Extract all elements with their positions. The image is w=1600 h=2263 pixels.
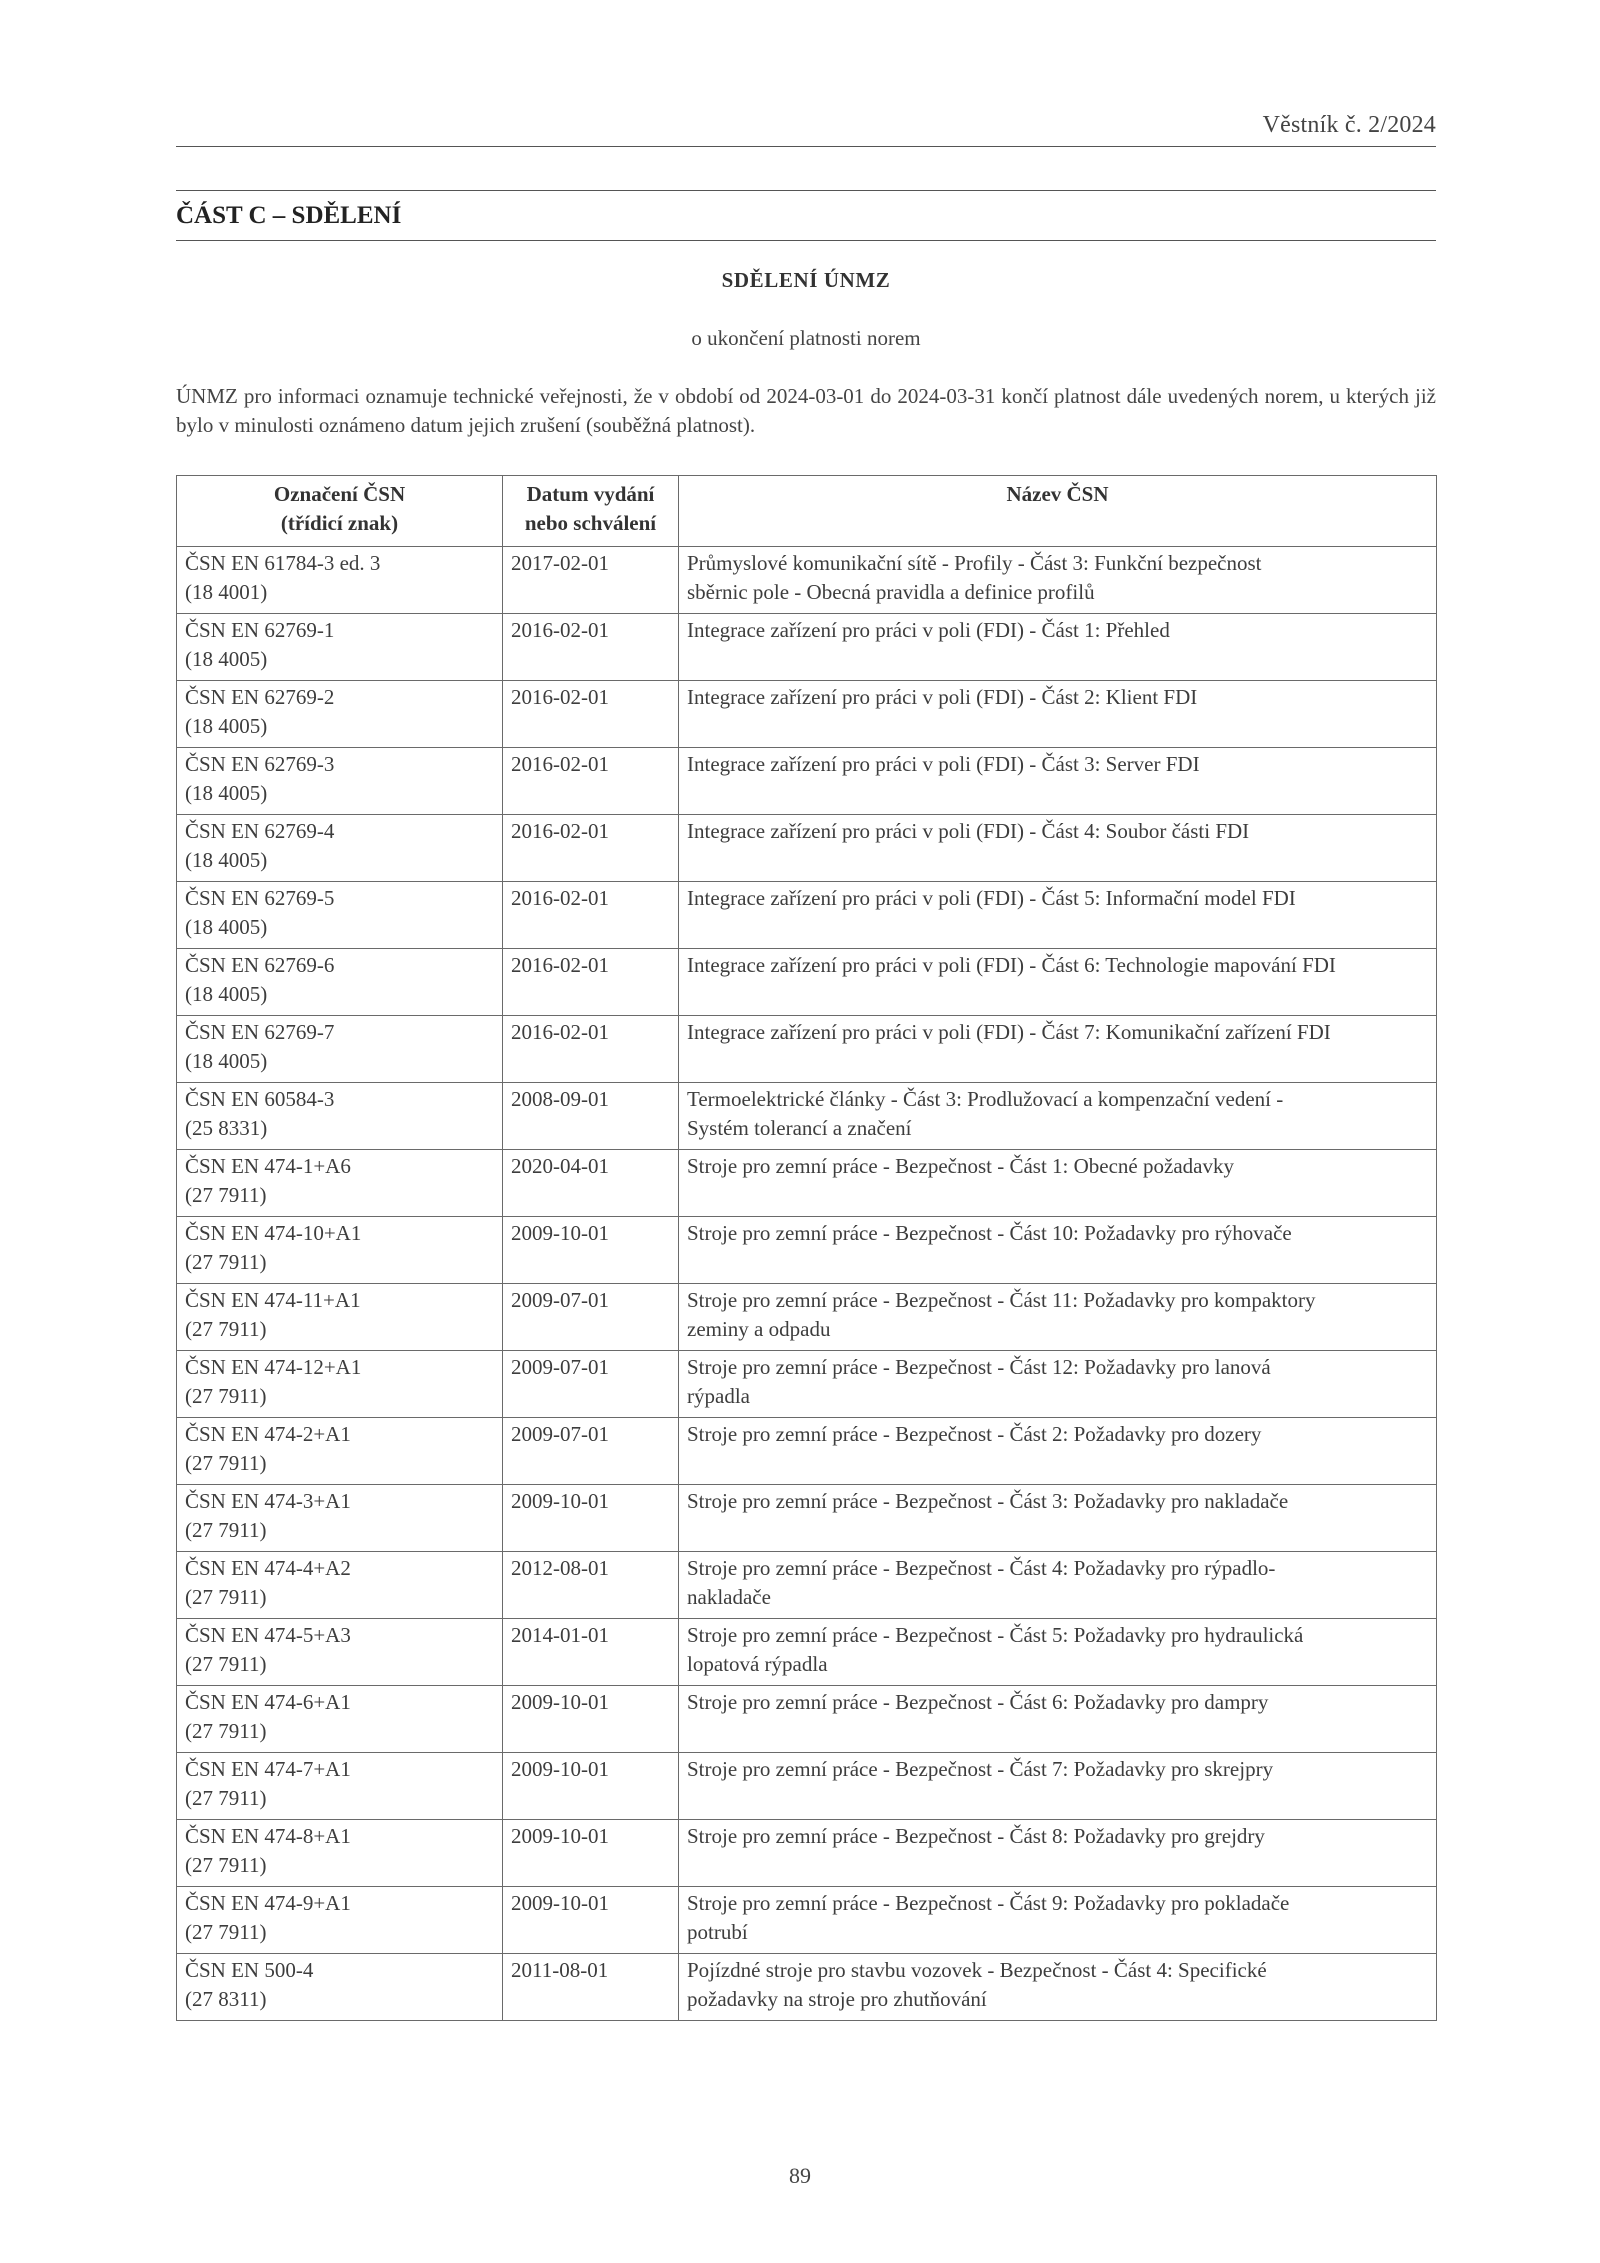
- norm-class: (27 7911): [185, 1920, 267, 1944]
- issue-date: 2009-07-01: [511, 1288, 609, 1312]
- code-cell: [177, 748, 503, 815]
- date-cell: [503, 1552, 679, 1619]
- norm-name-line1: Integrace zařízení pro práci v poli (FDI) - Část 6: Technologie mapování FDI: [687, 953, 1336, 977]
- date-cell: [503, 1686, 679, 1753]
- table-row: [177, 1083, 1437, 1150]
- column-header-date-line1: Datum vydání: [526, 482, 655, 506]
- norm-name-line2: Systém tolerancí a značení: [687, 1116, 912, 1140]
- code-cell: [177, 1887, 503, 1954]
- norm-code: ČSN EN 474-7+A1: [185, 1757, 351, 1781]
- table-row: [177, 1954, 1437, 2021]
- name-cell: [679, 1954, 1437, 2021]
- norm-code: ČSN EN 474-1+A6: [185, 1154, 351, 1178]
- table-row: [177, 815, 1437, 882]
- table-row: [177, 1418, 1437, 1485]
- norm-code: ČSN EN 62769-6: [185, 953, 335, 977]
- column-header-code-line1: Označení ČSN: [273, 482, 406, 506]
- issue-date: 2008-09-01: [511, 1087, 609, 1111]
- date-cell: [503, 1284, 679, 1351]
- code-cell: [177, 1150, 503, 1217]
- table-row: [177, 949, 1437, 1016]
- norm-name-line1: Stroje pro zemní práce - Bezpečnost - Část 2: Požadavky pro dozery: [687, 1422, 1262, 1446]
- date-cell: [503, 1150, 679, 1217]
- issue-date: 2016-02-01: [511, 618, 609, 642]
- name-cell: [679, 1485, 1437, 1552]
- table-row: [177, 681, 1437, 748]
- table-row: [177, 1016, 1437, 1083]
- norm-class: (18 4005): [185, 647, 268, 671]
- column-header-code: [177, 476, 503, 547]
- norm-class: (27 7911): [185, 1183, 267, 1207]
- norm-code: ČSN EN 474-3+A1: [185, 1489, 351, 1513]
- norm-code: ČSN EN 62769-3: [185, 752, 335, 776]
- issue-date: 2009-07-01: [511, 1355, 609, 1379]
- date-cell: [503, 1083, 679, 1150]
- norm-name-line1: Termoelektrické články - Část 3: Prodlužovací a kompenzační vedení -: [687, 1087, 1284, 1111]
- norm-code: ČSN EN 60584-3: [185, 1087, 335, 1111]
- norm-class: (27 7911): [185, 1786, 267, 1810]
- issue-date: 2009-10-01: [511, 1757, 609, 1781]
- norm-class: (27 7911): [185, 1853, 267, 1877]
- date-cell: [503, 547, 679, 614]
- date-cell: [503, 614, 679, 681]
- table-row: [177, 882, 1437, 949]
- issue-date: 2016-02-01: [511, 1020, 609, 1044]
- table-row: [177, 1351, 1437, 1418]
- date-cell: [503, 1887, 679, 1954]
- code-cell: [177, 1083, 503, 1150]
- issue-date: 2016-02-01: [511, 953, 609, 977]
- name-cell: [679, 614, 1437, 681]
- code-cell: [177, 949, 503, 1016]
- table-header-row: [177, 476, 1437, 547]
- issue-date: 2017-02-01: [511, 551, 609, 575]
- norm-class: (27 7911): [185, 1317, 267, 1341]
- column-header-date-line2: nebo schválení: [524, 511, 657, 535]
- date-cell: [503, 1351, 679, 1418]
- norm-name-line1: Stroje pro zemní práce - Bezpečnost - Část 4: Požadavky pro rýpadlo-: [687, 1556, 1276, 1580]
- norm-name-line2: nakladače: [687, 1585, 771, 1609]
- table-row: [177, 1820, 1437, 1887]
- norm-code: ČSN EN 62769-5: [185, 886, 335, 910]
- code-cell: [177, 547, 503, 614]
- norm-class: (27 7911): [185, 1451, 267, 1475]
- code-cell: [177, 1820, 503, 1887]
- section-divider-bottom: [176, 240, 1436, 241]
- norm-class: (18 4005): [185, 781, 268, 805]
- table-row: [177, 614, 1437, 681]
- issue-date: 2016-02-01: [511, 685, 609, 709]
- issue-date: 2016-02-01: [511, 819, 609, 843]
- name-cell: [679, 1150, 1437, 1217]
- norm-code: ČSN EN 474-12+A1: [185, 1355, 362, 1379]
- code-cell: [177, 681, 503, 748]
- name-cell: [679, 1284, 1437, 1351]
- code-cell: [177, 815, 503, 882]
- table-row: [177, 1217, 1437, 1284]
- norm-name-line1: Stroje pro zemní práce - Bezpečnost - Část 9: Požadavky pro pokladače: [687, 1891, 1290, 1915]
- issue-date: 2009-07-01: [511, 1422, 609, 1446]
- table-row: [177, 1753, 1437, 1820]
- code-cell: [177, 1954, 503, 2021]
- norm-name-line1: Stroje pro zemní práce - Bezpečnost - Část 8: Požadavky pro grejdry: [687, 1824, 1265, 1848]
- norm-code: ČSN EN 474-6+A1: [185, 1690, 351, 1714]
- table-row: [177, 547, 1437, 614]
- code-cell: [177, 1552, 503, 1619]
- notice-intro: ÚNMZ pro informaci oznamuje technické veřejnosti, že v období od 2024-03-01 do 2024-03-31 končí platnost dále uvedených norem, u kterých již bylo v minulosti oznámeno datum jejich zrušení (souběžná platnost).: [176, 384, 1436, 437]
- date-cell: [503, 815, 679, 882]
- code-cell: [177, 614, 503, 681]
- column-header-date: [503, 476, 679, 547]
- table-row: [177, 1150, 1437, 1217]
- norm-code: ČSN EN 474-2+A1: [185, 1422, 351, 1446]
- date-cell: [503, 1016, 679, 1083]
- code-cell: [177, 1351, 503, 1418]
- norm-class: (27 8311): [185, 1987, 267, 2011]
- date-cell: [503, 1485, 679, 1552]
- code-cell: [177, 1284, 503, 1351]
- notice-title: SDĚLENÍ ÚNMZ: [721, 268, 891, 292]
- date-cell: [503, 1820, 679, 1887]
- norm-name-line1: Průmyslové komunikační sítě - Profily - Část 3: Funkční bezpečnost: [687, 551, 1262, 575]
- table-row: [177, 1887, 1437, 1954]
- norm-code: ČSN EN 500-4: [185, 1958, 314, 1982]
- issue-date: 2020-04-01: [511, 1154, 609, 1178]
- norm-name-line2: zeminy a odpadu: [687, 1317, 831, 1341]
- issue-date: 2009-10-01: [511, 1489, 609, 1513]
- code-cell: [177, 1485, 503, 1552]
- name-cell: [679, 949, 1437, 1016]
- date-cell: [503, 949, 679, 1016]
- norm-name-line1: Pojízdné stroje pro stavbu vozovek - Bezpečnost - Část 4: Specifické: [687, 1958, 1267, 1982]
- code-cell: [177, 1686, 503, 1753]
- name-cell: [679, 815, 1437, 882]
- issue-date: 2014-01-01: [511, 1623, 609, 1647]
- code-cell: [177, 1418, 503, 1485]
- code-cell: [177, 882, 503, 949]
- norm-class: (27 7911): [185, 1518, 267, 1542]
- norm-code: ČSN EN 61784-3 ed. 3: [185, 551, 381, 575]
- date-cell: [503, 1418, 679, 1485]
- date-cell: [503, 1753, 679, 1820]
- norm-name-line1: Integrace zařízení pro práci v poli (FDI) - Část 7: Komunikační zařízení FDI: [687, 1020, 1331, 1044]
- norm-code: ČSN EN 62769-1: [185, 618, 335, 642]
- norm-class: (27 7911): [185, 1585, 267, 1609]
- norm-name-line1: Integrace zařízení pro práci v poli (FDI) - Část 3: Server FDI: [687, 752, 1200, 776]
- norm-name-line1: Integrace zařízení pro práci v poli (FDI) - Část 5: Informační model FDI: [687, 886, 1296, 910]
- name-cell: [679, 1820, 1437, 1887]
- norm-name-line1: Integrace zařízení pro práci v poli (FDI) - Část 4: Soubor části FDI: [687, 819, 1250, 843]
- name-cell: [679, 1083, 1437, 1150]
- name-cell: [679, 547, 1437, 614]
- issue-date: 2009-10-01: [511, 1824, 609, 1848]
- issue-date: 2009-10-01: [511, 1690, 609, 1714]
- norm-class: (27 7911): [185, 1719, 267, 1743]
- norm-name-line1: Stroje pro zemní práce - Bezpečnost - Část 10: Požadavky pro rýhovače: [687, 1221, 1292, 1245]
- date-cell: [503, 1217, 679, 1284]
- norm-code: ČSN EN 62769-4: [185, 819, 335, 843]
- norm-code: ČSN EN 474-5+A3: [185, 1623, 351, 1647]
- norm-name-line1: Stroje pro zemní práce - Bezpečnost - Část 5: Požadavky pro hydraulická: [687, 1623, 1304, 1647]
- norm-name-line2: lopatová rýpadla: [687, 1652, 828, 1676]
- column-header-code-line2: (třídicí znak): [280, 511, 399, 535]
- name-cell: [679, 1753, 1437, 1820]
- norm-class: (18 4001): [185, 580, 268, 604]
- norm-class: (18 4005): [185, 982, 268, 1006]
- norm-name-line1: Stroje pro zemní práce - Bezpečnost - Část 6: Požadavky pro dampry: [687, 1690, 1269, 1714]
- norm-class: (27 7911): [185, 1250, 267, 1274]
- issue-date: 2016-02-01: [511, 886, 609, 910]
- norm-code: ČSN EN 62769-7: [185, 1020, 335, 1044]
- norm-code: ČSN EN 474-4+A2: [185, 1556, 351, 1580]
- column-header-name: [679, 476, 1437, 547]
- issue-date: 2016-02-01: [511, 752, 609, 776]
- norm-class: (27 7911): [185, 1652, 267, 1676]
- norm-class: (18 4005): [185, 915, 268, 939]
- norm-class: (18 4005): [185, 1049, 268, 1073]
- name-cell: [679, 681, 1437, 748]
- name-cell: [679, 1016, 1437, 1083]
- table-row: [177, 1485, 1437, 1552]
- table-row: [177, 748, 1437, 815]
- norm-code: ČSN EN 474-10+A1: [185, 1221, 362, 1245]
- name-cell: [679, 748, 1437, 815]
- date-cell: [503, 681, 679, 748]
- date-cell: [503, 1954, 679, 2021]
- norm-code: ČSN EN 474-8+A1: [185, 1824, 351, 1848]
- section-title: ČÁST C – SDĚLENÍ: [176, 202, 402, 229]
- issue-date: 2009-10-01: [511, 1891, 609, 1915]
- name-cell: [679, 1418, 1437, 1485]
- norm-class: (18 4005): [185, 714, 268, 738]
- norm-name-line2: sběrnic pole - Obecná pravidla a definice profilů: [687, 580, 1095, 604]
- norm-name-line1: Stroje pro zemní práce - Bezpečnost - Část 3: Požadavky pro nakladače: [687, 1489, 1289, 1513]
- table-row: [177, 1552, 1437, 1619]
- issue-date: 2011-08-01: [511, 1958, 609, 1982]
- name-cell: [679, 1552, 1437, 1619]
- norm-name-line2: rýpadla: [687, 1384, 750, 1408]
- date-cell: [503, 748, 679, 815]
- norm-name-line1: Integrace zařízení pro práci v poli (FDI) - Část 2: Klient FDI: [687, 685, 1198, 709]
- header-divider: [176, 146, 1436, 147]
- section-divider-top: [176, 190, 1436, 191]
- norm-name-line1: Integrace zařízení pro práci v poli (FDI) - Část 1: Přehled: [687, 618, 1170, 642]
- table-row: [177, 1686, 1437, 1753]
- norm-class: (18 4005): [185, 848, 268, 872]
- date-cell: [503, 1619, 679, 1686]
- date-cell: [503, 882, 679, 949]
- norm-class: (27 7911): [185, 1384, 267, 1408]
- norm-name-line1: Stroje pro zemní práce - Bezpečnost - Část 12: Požadavky pro lanová: [687, 1355, 1271, 1379]
- notice-subtitle: o ukončení platnosti norem: [691, 326, 921, 350]
- page-number: 89: [789, 2163, 811, 2188]
- norm-code: ČSN EN 62769-2: [185, 685, 335, 709]
- norm-code: ČSN EN 474-9+A1: [185, 1891, 351, 1915]
- name-cell: [679, 1217, 1437, 1284]
- norm-name-line2: potrubí: [687, 1920, 748, 1944]
- code-cell: [177, 1753, 503, 1820]
- journal-header: Věstník č. 2/2024: [1262, 112, 1436, 138]
- norms-table: [176, 475, 1437, 2021]
- norm-class: (25 8331): [185, 1116, 268, 1140]
- name-cell: [679, 1686, 1437, 1753]
- norm-name-line1: Stroje pro zemní práce - Bezpečnost - Část 11: Požadavky pro kompaktory: [687, 1288, 1316, 1312]
- issue-date: 2012-08-01: [511, 1556, 609, 1580]
- norm-name-line1: Stroje pro zemní práce - Bezpečnost - Část 1: Obecné požadavky: [687, 1154, 1234, 1178]
- issue-date: 2009-10-01: [511, 1221, 609, 1245]
- norm-name-line1: Stroje pro zemní práce - Bezpečnost - Část 7: Požadavky pro skrejpry: [687, 1757, 1274, 1781]
- code-cell: [177, 1619, 503, 1686]
- table-row: [177, 1619, 1437, 1686]
- norm-name-line2: požadavky na stroje pro zhutňování: [687, 1987, 987, 2011]
- code-cell: [177, 1016, 503, 1083]
- name-cell: [679, 882, 1437, 949]
- name-cell: [679, 1619, 1437, 1686]
- column-header-name-line1: Název ČSN: [1006, 482, 1109, 506]
- name-cell: [679, 1351, 1437, 1418]
- code-cell: [177, 1217, 503, 1284]
- table-row: [177, 1284, 1437, 1351]
- norm-code: ČSN EN 474-11+A1: [185, 1288, 361, 1312]
- name-cell: [679, 1887, 1437, 1954]
